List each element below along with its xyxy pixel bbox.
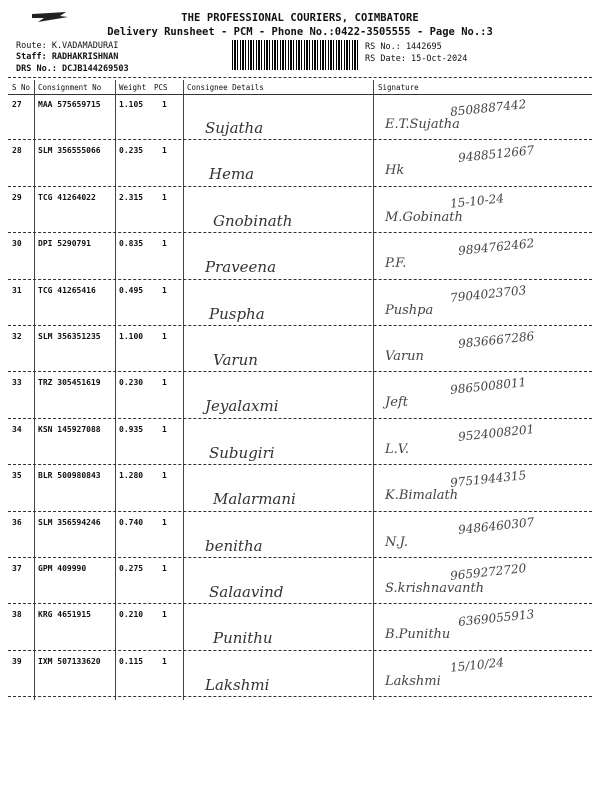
row-weight: 2.315 [119,192,144,202]
consignee-name: Gnobinath [213,211,293,230]
row-weight: 0.275 [119,564,144,573]
row-consignment: SLM 356555066 [38,146,101,156]
row-consignment: GPM 409990 [38,564,87,573]
row-pcs: 1 [162,146,167,156]
signature-text: Hk [385,163,405,179]
phone-note: 6369055913 [457,607,535,630]
phone-note: 9486460307 [457,514,535,537]
signature-text: L.V. [385,441,410,457]
rs-number: RS No.: 1442695 [365,42,442,52]
row-weight: 1.280 [119,471,144,481]
signature-text: S.krishnavanth [385,581,485,596]
row-consignment: KRG 4651915 [38,610,91,620]
row-consignment: DPI 5290791 [38,239,91,249]
row-sno: 29 [12,192,22,202]
row-consignment: MAA 575659715 [38,100,101,109]
col-sno: S No [12,83,31,92]
phone-note: 9865008011 [449,375,527,398]
signature-text: K.Bimalath [385,488,459,504]
row-consignment: SLM 356594246 [38,517,101,527]
barcode [232,40,358,70]
rs-date: RS Date: 15-Oct-2024 [365,54,468,64]
row-pcs: 1 [162,564,167,573]
signature-text: M.Gobinath [385,209,463,225]
phone-note: 9894762462 [457,236,535,259]
staff-label: Staff: RADHAKRISHNAN [16,52,119,62]
company-title: THE PROFESSIONAL COURIERS, COIMBATORE [181,12,419,24]
row-consignment: TCG 41264022 [38,192,96,202]
row-sno: 32 [12,332,22,341]
consignee-name: Puspha [209,304,265,323]
row-divider [8,139,592,140]
phone-note: 7904023703 [449,282,527,305]
row-consignment: KSN 145927088 [38,424,101,434]
row-sno: 39 [12,656,22,666]
row-pcs: 1 [162,656,167,666]
row-pcs: 1 [162,517,167,527]
row-divider [8,464,592,465]
consignee-name: Subugiri [209,443,275,462]
row-weight: 1.105 [119,100,144,109]
consignee-name: Punithu [213,629,273,648]
header-divider [8,77,592,78]
row-sno: 27 [12,100,22,109]
row-divider [8,650,592,651]
signature-text: Lakshmi [385,673,441,689]
col-divider [183,80,184,700]
row-weight: 0.495 [119,285,144,295]
signature-text: Jeft [385,395,408,411]
table-header-divider [8,94,592,95]
row-sno: 37 [12,564,22,573]
row-weight: 0.935 [119,424,144,434]
signature-text: Pushpa [385,302,434,318]
consignee-name: Hema [209,165,255,184]
signature-text: P.F. [385,256,407,272]
row-weight: 0.115 [119,656,144,666]
row-sno: 34 [12,424,22,434]
row-divider [8,186,592,187]
row-pcs: 1 [162,285,167,295]
row-divider [8,696,592,697]
row-divider [8,557,592,558]
row-divider [8,325,592,326]
row-weight: 0.230 [119,378,144,388]
consignee-name: Praveena [205,258,277,277]
consignee-name: Lakshmi [205,675,270,694]
row-pcs: 1 [162,378,167,388]
row-sno: 36 [12,517,22,527]
phone-note: 9836667286 [457,329,535,351]
col-consignment: Consignment No [38,83,102,92]
col-pcs: PCS [154,83,168,92]
signature-text: Varun [385,349,424,364]
row-consignment: SLM 356351235 [38,332,101,341]
phone-note: 15/10/24 [449,655,505,675]
row-pcs: 1 [162,610,167,620]
row-sno: 31 [12,285,22,295]
row-divider [8,371,592,372]
row-consignment: TRZ 305451619 [38,378,101,388]
row-divider [8,279,592,280]
row-divider [8,232,592,233]
consignee-name: Salaavind [209,583,284,601]
signature-text: B.Punithu [385,627,451,643]
phone-note: 9751944315 [449,468,527,491]
signature-text: N.J. [385,534,409,550]
signature-text: E.T.Sujatha [385,117,460,132]
row-sno: 33 [12,378,22,388]
row-weight: 0.740 [119,517,144,527]
col-divider [373,80,374,700]
row-pcs: 1 [162,192,167,202]
row-weight: 0.210 [119,610,144,620]
row-divider [8,511,592,512]
phone-note: 8508887442 [449,97,527,119]
row-pcs: 1 [162,471,167,481]
phone-note: 9524008201 [457,421,535,444]
phone-note: 9488512667 [457,143,535,166]
col-divider [115,80,116,700]
col-consignee: Consignee Details [187,83,264,92]
row-divider [8,418,592,419]
drs-number: DRS No.: DCJB144269503 [16,64,129,74]
col-divider [34,80,35,700]
row-pcs: 1 [162,424,167,434]
row-consignment: TCG 41265416 [38,285,96,295]
runsheet-subtitle: Delivery Runsheet - PCM - Phone No.:0422-3505555 - Page No.:3 [107,26,493,38]
consignee-name: Varun [213,351,258,369]
row-consignment: IXM 507133620 [38,656,101,666]
phone-note: 9659272720 [449,561,527,583]
route-label: Route: K.VADAMADURAI [16,41,119,51]
consignee-name: Jeyalaxmi [205,397,279,416]
row-sno: 28 [12,146,22,156]
consignee-name: Sujatha [205,119,264,137]
row-weight: 1.100 [119,332,144,341]
row-pcs: 1 [162,100,167,109]
phone-note: 15-10-24 [449,191,505,211]
row-consignment: BLR 500980843 [38,471,101,481]
col-weight: Weight [119,83,147,92]
row-sno: 35 [12,471,22,481]
row-weight: 0.235 [119,146,144,156]
row-pcs: 1 [162,332,167,341]
row-pcs: 1 [162,239,167,249]
col-signature: Signature [378,83,419,92]
consignee-name: benitha [205,536,263,555]
row-weight: 0.835 [119,239,144,249]
row-sno: 30 [12,239,22,249]
consignee-name: Malarmani [213,490,296,509]
row-divider [8,603,592,604]
row-sno: 38 [12,610,22,620]
